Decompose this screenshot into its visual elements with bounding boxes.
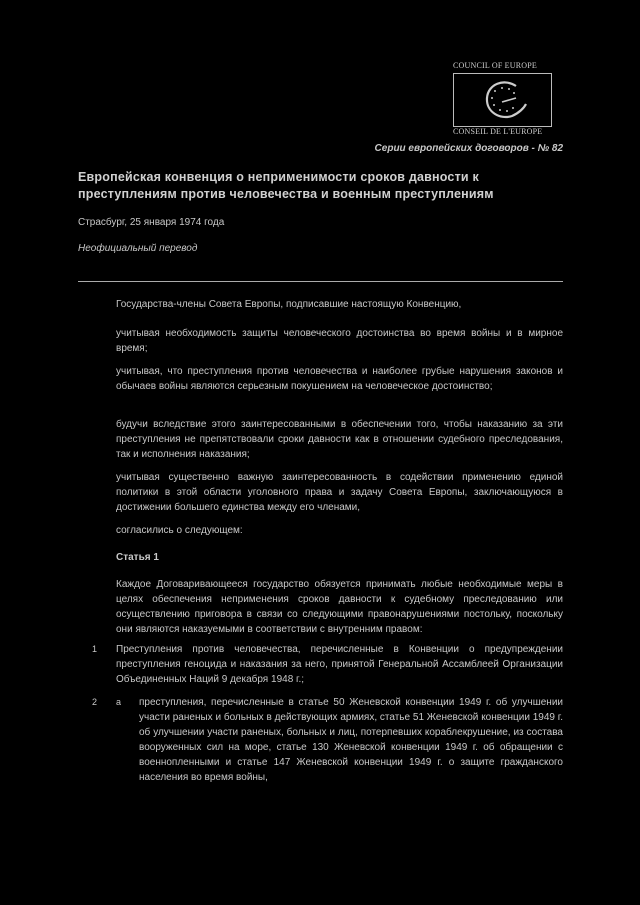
divider [78, 281, 563, 282]
preamble-paragraph: согласились о следующем: [116, 525, 243, 536]
council-of-europe-logo [453, 73, 552, 127]
preamble-paragraph: учитывая существенно важную заинтересованность в содействии применению единой политики в этой области уголовного права и задачу Совета Европы, заключающуюся в достижении большего единства между его членами, [116, 472, 563, 513]
place-date: Страсбург, 25 января 1974 года [78, 217, 225, 228]
preamble-paragraph: будучи вследствие этого заинтересованными в обеспечении того, чтобы наказанию за эти преступления не препятствовали сроки давности как в отношении судебного преследования, так и исполнения наказания; [116, 419, 563, 460]
translation-note: Неофициальный перевод [78, 243, 198, 254]
logo-top-text: COUNCIL OF EUROPE [453, 61, 537, 70]
article-item: преступления, перечисленные в статье 50 Женевской конвенции 1949 г. об улучшении участи раненых и больных в действующих армиях, статье 51 Женевской конвенции 1949 г. об улучшении участи раненых, больных и лиц, потерпевших кораблекрушение, из состава вооруженных сил на море, статье 130 Женевской конвенции 1949 г. об обращении с военнопленными и статье 147 Женевской конвенции 1949 г. о защите гражданского населения во время войны, [139, 697, 563, 783]
document-title: Европейская конвенция о неприменимости сроков давности к преступлениям против человечества и военным преступлениям [78, 170, 494, 201]
item-number: 1 [92, 644, 98, 654]
item-number: 2 [92, 697, 98, 707]
preamble-paragraph: Государства-члены Совета Европы, подписавшие настоящую Конвенцию, [116, 299, 462, 310]
preamble-paragraph: учитывая, что преступления против человечества и наиболее грубые нарушения законов и обычаев войны являются серьезным покушением на человеческое достоинство; [116, 366, 563, 392]
council-logo-emblem-icon [454, 74, 551, 126]
preamble-paragraph: учитывая необходимость защиты человеческого достоинства во время войны и в мирное время; [116, 328, 563, 354]
article-intro: Каждое Договаривающееся государство обязуется принимать любые необходимые меры в целях обеспечения неприменения сроков давности к судебному преследованию или осуществлению приговора в связи со следующими правонарушениями постольку, поскольку они являются наказуемыми в соответствии с внутренним правом: [116, 579, 563, 635]
item-sub-letter: a [116, 697, 122, 707]
article-heading: Статья 1 [116, 552, 159, 563]
series-number: Серии европейских договоров - № 82 [374, 143, 563, 154]
logo-bottom-text: CONSEIL DE L'EUROPE [453, 127, 543, 136]
article-item: Преступления против человечества, перечисленные в Конвенции о предупреждении преступления геноцида и наказания за него, принятой Генеральной Ассамблеей Организации Объединенных Наций 9 декабря 1948 г.; [116, 644, 563, 685]
